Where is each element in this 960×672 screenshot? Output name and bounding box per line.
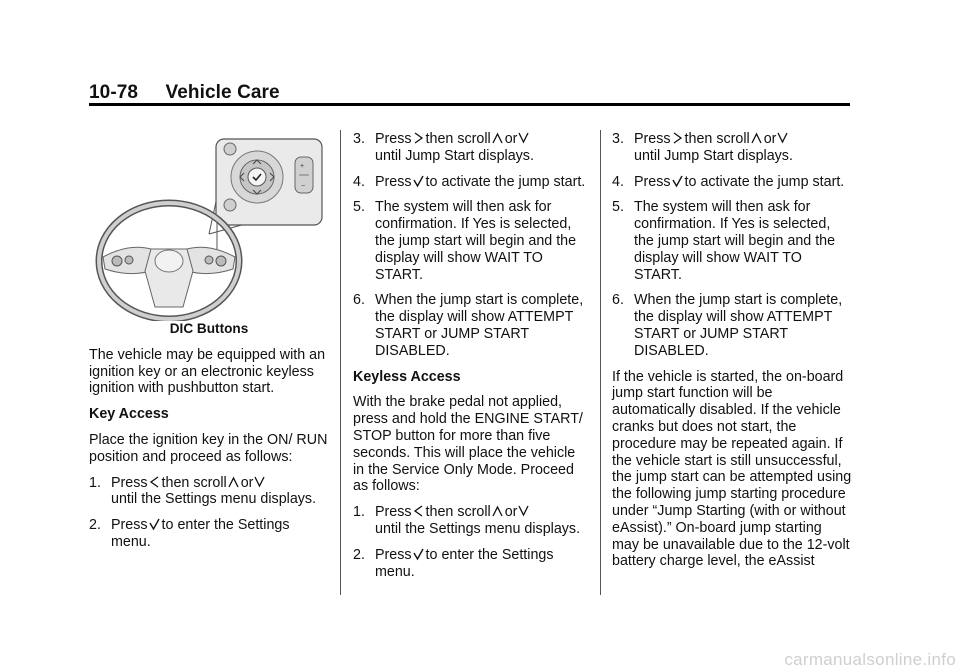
step-text: until Jump Start displays. — [375, 147, 534, 164]
chevron-up-icon — [751, 131, 762, 145]
chevron-up-icon — [228, 475, 239, 489]
step-6 — [353, 292, 589, 359]
step-number: 4. — [612, 173, 624, 190]
step-3 — [353, 131, 589, 165]
step-text: Press — [375, 504, 412, 521]
checkmark-icon — [413, 174, 424, 188]
step-text: until the Settings menu displays. — [111, 491, 317, 508]
step-text: to enter the Settings menu. — [111, 517, 290, 550]
chevron-down-icon — [254, 475, 265, 489]
step-text: Press — [375, 173, 412, 190]
step-text: then scroll — [425, 131, 491, 147]
watermark: carmanualsonline.info — [784, 650, 956, 669]
step-text: then scroll — [161, 474, 227, 491]
step-text: Press — [375, 546, 412, 563]
chevron-left-icon — [149, 475, 160, 489]
column-2 — [353, 131, 589, 589]
step-text: The system will then ask for confirmation. If Yes is selected, the jump start will begin and the display will show WAIT TO START. — [375, 199, 577, 283]
closing-paragraph: If the vehicle is started, the on-board jump start function will be automatically disabled. If the vehicle cranks but does not start, the procedure may be repeated again. If the vehicle start is still unsuccessful, the jump start can be attempted using the following jump starting procedure under “Jump Starting (with or without eAssist).” On-board jump starting may be unavailable due to the 12-volt battery charge level, the eAssist — [612, 368, 852, 570]
header-rule — [89, 103, 850, 106]
checkmark-icon — [413, 547, 424, 561]
chevron-right-icon — [413, 131, 424, 145]
step-text: to enter the Settings menu. — [375, 546, 554, 580]
chevron-down-icon — [518, 504, 529, 518]
step-text: Press — [375, 131, 412, 147]
step-5 — [353, 199, 589, 283]
figure-caption: DIC Buttons — [169, 321, 249, 336]
key-access-paragraph: Place the ignition key in the ON/ RUN position and proceed as follows: — [89, 431, 328, 465]
step-text: Press — [634, 131, 671, 147]
step-text: then scroll — [425, 504, 491, 521]
step-text: or — [763, 131, 777, 147]
chevron-up-icon — [492, 504, 503, 518]
column-divider-1 — [340, 130, 341, 595]
column-3 — [612, 131, 852, 579]
step-text: to activate the jump start. — [684, 173, 845, 190]
step-text: Press — [111, 517, 148, 534]
chevron-left-icon — [413, 504, 424, 518]
step-number: 1. — [89, 474, 101, 491]
column-1 — [89, 131, 329, 560]
step-text: or — [240, 474, 254, 491]
section-title: Vehicle Care — [165, 82, 280, 103]
step-number: 5. — [353, 199, 365, 216]
step-1 — [353, 504, 589, 538]
page-number: 10-78 — [89, 82, 139, 103]
chevron-up-icon — [492, 131, 503, 145]
step-number: 2. — [89, 517, 101, 534]
step-number: 3. — [612, 131, 624, 147]
page-header — [89, 82, 280, 104]
step-text: until the Settings menu displays. — [375, 520, 581, 537]
step-text: The system will then ask for confirmation. If Yes is selected, the jump start will begin and the display will show WAIT TO START. — [634, 199, 836, 283]
svg-text:−: − — [301, 183, 306, 190]
key-access-heading: Key Access — [89, 406, 169, 423]
chevron-down-icon — [518, 131, 529, 145]
step-text: Press — [111, 474, 148, 491]
step-number: 3. — [353, 131, 365, 147]
step-text: then scroll — [684, 131, 750, 147]
keyless-access-paragraph: With the brake pedal not applied, press and hold the ENGINE START/ STOP button for more than five seconds. This will place the vehicle in the Service Only Mode. Proceed as follows: — [353, 394, 583, 495]
checkmark-icon — [149, 517, 160, 531]
steering-wheel-illustration — [89, 131, 331, 321]
step-4 — [612, 174, 852, 191]
chevron-right-icon — [672, 131, 683, 145]
step-text: When the jump start is complete, the display will show ATTEMPT START or JUMP START DISABLED. — [375, 292, 584, 359]
step-number: 5. — [612, 199, 624, 216]
step-text: to activate the jump start. — [425, 173, 586, 190]
step-number: 6. — [612, 292, 624, 309]
step-number: 6. — [353, 292, 365, 309]
step-2 — [89, 517, 329, 551]
column-divider-2 — [600, 130, 601, 595]
step-2 — [353, 547, 589, 581]
step-text: When the jump start is complete, the display will show ATTEMPT START or JUMP START DISABLED. — [634, 292, 843, 359]
step-text: until Jump Start displays. — [634, 147, 793, 164]
step-number: 4. — [353, 173, 365, 190]
step-6 — [612, 292, 852, 359]
step-text: Press — [634, 173, 671, 190]
dic-buttons-figure — [89, 131, 331, 321]
step-text: or — [504, 504, 518, 521]
checkmark-icon — [672, 174, 683, 188]
step-text: or — [504, 131, 518, 147]
step-1 — [89, 475, 329, 509]
step-3 — [612, 131, 852, 165]
keyless-access-heading: Keyless Access — [353, 368, 461, 385]
intro-paragraph: The vehicle may be equipped with an ignition key or an electronic keyless ignition with pushbutton start. — [89, 346, 326, 397]
step-5 — [612, 199, 852, 283]
chevron-down-icon — [777, 131, 788, 145]
svg-text:+: + — [300, 163, 305, 170]
step-number: 1. — [353, 504, 365, 521]
step-4 — [353, 174, 589, 191]
step-number: 2. — [353, 546, 365, 563]
